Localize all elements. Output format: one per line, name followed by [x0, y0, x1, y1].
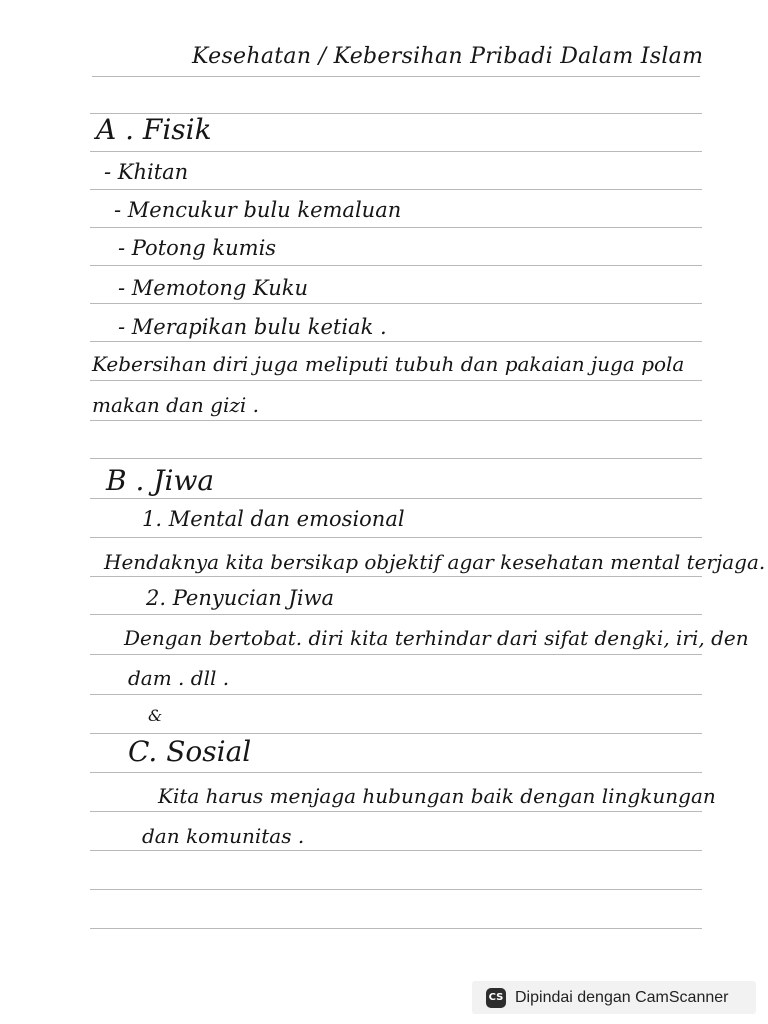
section-a-item: - Khitan [104, 160, 189, 184]
ruled-line [90, 227, 702, 228]
ruled-line [90, 341, 702, 342]
ruled-line [90, 889, 702, 890]
ruled-line [90, 537, 702, 538]
section-b-heading: B . Jiwa [106, 464, 215, 497]
ruled-line [90, 576, 702, 577]
section-a-paragraph: makan dan gizi . [92, 393, 259, 417]
ruled-line [90, 380, 702, 381]
section-c-paragraph: Kita harus menjaga hubungan baik dengan lingkungan [158, 784, 716, 808]
scanner-watermark [472, 981, 756, 1014]
section-a-item: - Merapikan bulu ketiak . [118, 315, 387, 339]
ruled-line [90, 614, 702, 615]
section-a-paragraph: Kebersihan diri juga meliputi tubuh dan pakaian juga pola [92, 352, 685, 376]
section-a-item: - Memotong Kuku [118, 276, 308, 300]
section-c-heading: C. Sosial [128, 735, 252, 768]
ruled-line [90, 303, 702, 304]
page-title: Kesehatan / Kebersihan Pribadi Dalam Islam [192, 44, 704, 69]
ruled-line [90, 694, 702, 695]
section-b-item-1: 1. Mental dan emosional [142, 507, 405, 531]
ruled-line [90, 772, 702, 773]
ruled-line [90, 420, 702, 421]
section-a-item: - Potong kumis [118, 236, 277, 260]
section-c-paragraph: dan komunitas . [142, 824, 305, 848]
ruled-line [90, 811, 702, 812]
ruled-line [90, 498, 702, 499]
section-a-heading: A . Fisik [96, 113, 212, 146]
ruled-line [90, 265, 702, 266]
watermark-label: Dipindai dengan CamScanner [515, 988, 729, 1006]
ruled-line [90, 189, 702, 190]
ruled-line [90, 151, 702, 152]
camscanner-icon: CS [486, 988, 506, 1008]
ruled-line [90, 654, 702, 655]
ruled-line [90, 850, 702, 851]
section-b-item-1-text: Hendaknya kita bersikap objektif agar kesehatan mental terjaga. [104, 550, 766, 574]
ampersand-mark: & [148, 706, 163, 725]
ruled-line [90, 458, 702, 459]
section-b-item-2: 2. Penyucian Jiwa [146, 586, 335, 610]
ruled-line [90, 733, 702, 734]
section-b-item-2-text: Dengan bertobat. diri kita terhindar dari sifat dengki, iri, den [124, 626, 749, 650]
section-a-item: - Mencukur bulu kemaluan [114, 198, 402, 222]
section-b-item-2-text: dam . dll . [128, 666, 230, 690]
ruled-line [90, 928, 702, 929]
ruled-line [92, 76, 700, 77]
